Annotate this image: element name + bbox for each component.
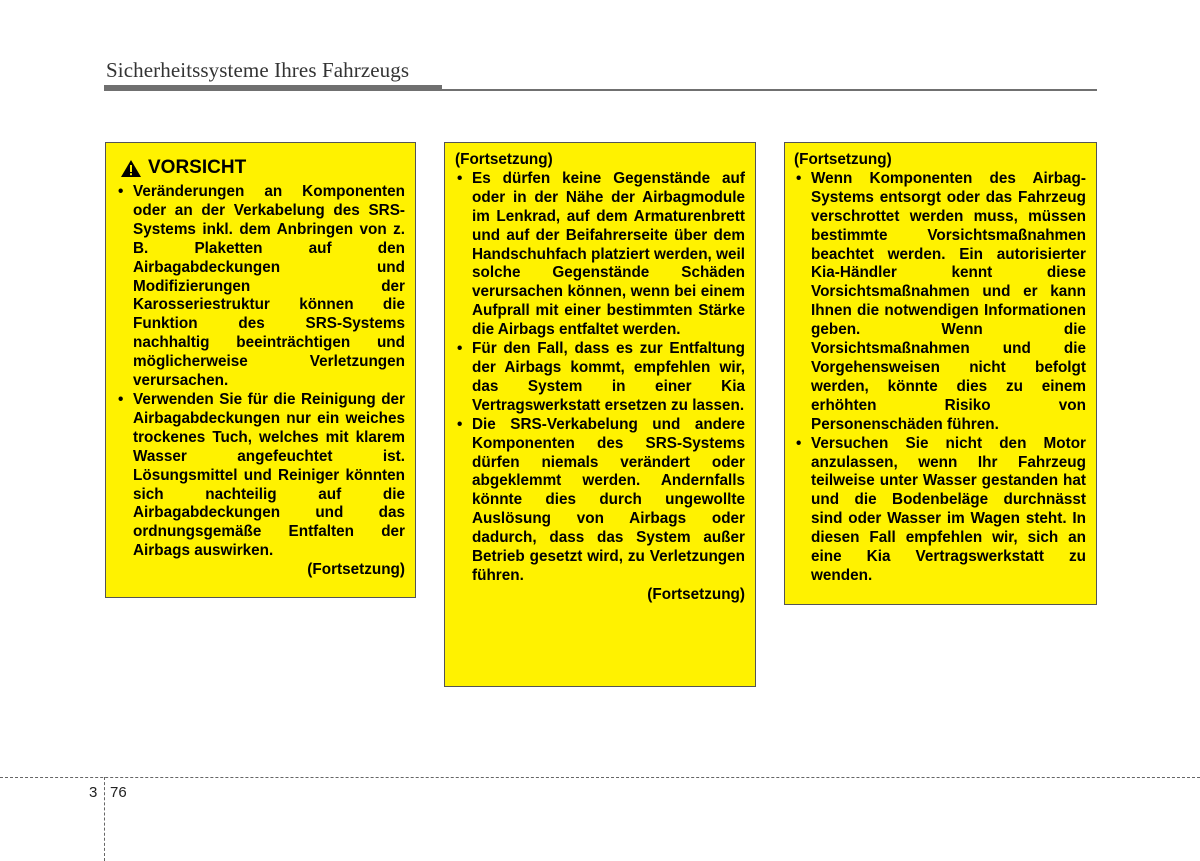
chapter-number: 3 bbox=[89, 784, 98, 801]
bullet-item: • Veränderungen an Komponenten oder an der Verkabelung des SRS-Systems inkl. dem Anbringen von z. B. Plaketten auf den Airbagabdeckungen und Modifizierungen der Karosseriestruktur können die Funktion des SRS-Systems nachhaltig beeinträchtigen und möglicherweise Verletzungen verursachen. bbox=[116, 183, 405, 391]
warning-title: VORSICHT bbox=[148, 157, 247, 178]
bullet-item: • Für den Fall, dass es zur Entfaltung der Airbags kommt, empfehlen wir, das System in einer Kia Vertragswerkstatt ersetzen zu lassen. bbox=[455, 340, 745, 416]
footer-divider bbox=[0, 777, 1200, 778]
continued-label: (Fortsetzung) bbox=[647, 585, 745, 603]
bullet-item: • Wenn Komponenten des Airbag-Systems entsorgt oder das Fahrzeug verschrottet werden muss, müssen bestimmte Vorsichtsmaßnahmen beachtet werden. Ein autorisierter Kia-Händler kennt diese Vorsichtsmaßnahmen und er kann Ihnen die notwendigen Informationen geben. Wenn die Vorsichtsmaßnahmen und die Vorgehensweisen nicht befolgt werden, könnte dies zu einem erhöhten Risiko von Personenschäden führen. bbox=[794, 170, 1086, 435]
page-number: 76 bbox=[110, 784, 127, 801]
continued-label: (Fortsetzung) bbox=[794, 151, 892, 168]
warning-triangle-icon bbox=[120, 159, 142, 178]
bullet-item: • Versuchen Sie nicht den Motor anzulassen, wenn Ihr Fahrzeug teilweise unter Wasser gestanden hat und die Bodenbeläge durchnässt sind oder Wasser im Wagen steht. In diesen Fall empfehlen wir, sich an eine Kia Vertragswerkstatt zu wenden. bbox=[794, 435, 1086, 586]
caution-box-2 bbox=[444, 142, 756, 687]
continued-label: (Fortsetzung) bbox=[455, 151, 553, 168]
header-rule-thick bbox=[104, 85, 442, 91]
bullet-list bbox=[455, 170, 745, 586]
continued-label: (Fortsetzung) bbox=[307, 561, 405, 579]
bullet-list bbox=[116, 183, 405, 561]
bullet-list bbox=[794, 170, 1086, 586]
page-header-title: Sicherheitssysteme Ihres Fahrzeugs bbox=[106, 58, 410, 82]
bullet-item: • Verwenden Sie für die Reinigung der Airbagabdeckungen nur ein weiches trockenes Tuch, welches mit klarem Wasser angefeuchtet ist. Lösungsmittel und Reiniger könnten sich nachteilig auf die Airbagabdeckungen und das ordnungsgemäße Entfalten der Airbags auswirken. bbox=[116, 391, 405, 561]
warning-heading bbox=[120, 157, 405, 179]
caution-box-3 bbox=[784, 142, 1097, 605]
footer-vertical-divider bbox=[104, 777, 105, 861]
header-rule-thin bbox=[442, 89, 1097, 91]
bullet-item: • Die SRS-Verkabelung und andere Komponenten des SRS-Systems dürfen niemals verändert oder abgeklemmt werden. Andernfalls könnte dies durch ungewollte Auslösung von Airbags oder dadurch, dass das System außer Betrieb gesetzt wird, zu Verletzungen führen. bbox=[455, 416, 745, 586]
caution-box-1 bbox=[105, 142, 416, 598]
bullet-item: • Es dürfen keine Gegenstände auf oder in der Nähe der Airbagmodule im Lenkrad, auf dem Armaturenbrett und auf der Beifahrerseite über dem Handschuhfach platziert werden, weil solche Gegenstände Schäden verursachen können, wenn bei einem Aufprall mit einer bestimmten Stärke die Airbags entfaltet werden. bbox=[455, 170, 745, 340]
